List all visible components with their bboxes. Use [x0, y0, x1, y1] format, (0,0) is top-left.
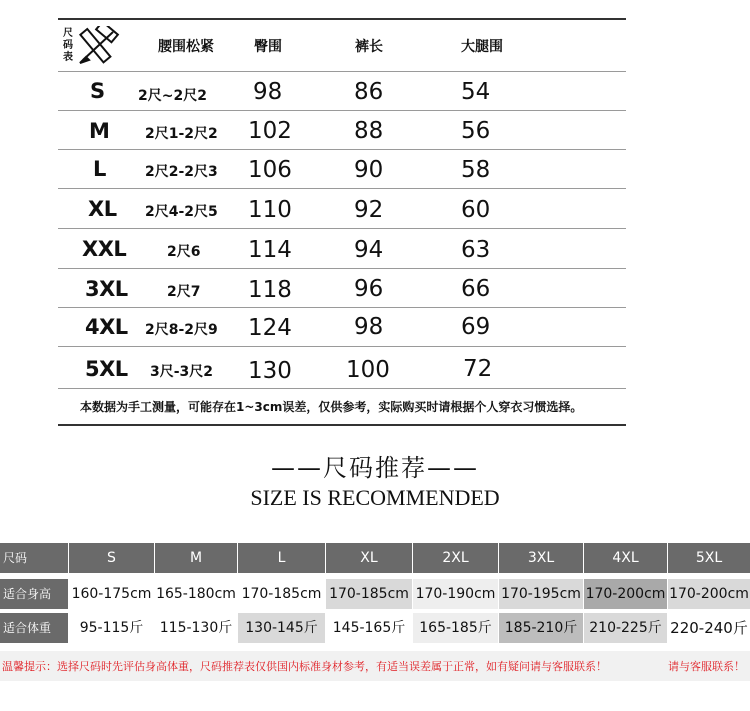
- size-label: S: [90, 79, 105, 103]
- height-row: [0, 579, 750, 609]
- waist-value: 2尺8-2尺9: [145, 322, 218, 338]
- thigh-value: 66: [461, 276, 491, 302]
- header-waist: 腰围松紧: [158, 39, 214, 55]
- table-bottom-rule: [58, 424, 626, 426]
- height-value: 170-185cm: [326, 579, 412, 609]
- length-value: 92: [354, 197, 384, 223]
- hip-value: 98: [253, 79, 283, 105]
- corner-label-3: 表: [63, 52, 73, 63]
- thigh-value: 72: [463, 356, 493, 382]
- weight-value: 220-240斤: [668, 613, 750, 643]
- weight-value: 95-115斤: [69, 613, 154, 643]
- hip-value: 102: [248, 118, 292, 144]
- size-label: L: [93, 157, 106, 181]
- header-thigh: 大腿围: [461, 39, 503, 55]
- size-label: 4XL: [85, 315, 128, 339]
- grid-size-xl: XL: [326, 543, 412, 573]
- waist-value: 2尺1-2尺2: [145, 126, 218, 142]
- size-label: 3XL: [85, 277, 128, 301]
- grid-size-3xl: 3XL: [499, 543, 583, 573]
- row-separator: [58, 188, 626, 189]
- recommend-subtitle: SIZE IS RECOMMENDED: [250, 485, 500, 510]
- length-value: 94: [354, 237, 384, 263]
- hip-value: 118: [248, 277, 292, 303]
- size-label: 5XL: [85, 357, 128, 381]
- height-value: 170-195cm: [499, 579, 583, 609]
- row-separator: [58, 307, 626, 308]
- warning-text: 温馨提示：选择尺码时先评估身高体重，尺码推荐表仅供国内标准身材参考，有适当误差属于正常，如有疑问请与客服联系！: [2, 660, 607, 673]
- corner-label-2: 码: [63, 40, 73, 51]
- weight-value: 185-210斤: [499, 613, 583, 643]
- thigh-value: 54: [461, 79, 491, 105]
- warning-tail-text: 请与客服联系！: [668, 660, 745, 673]
- height-label: 适合身高: [0, 579, 68, 609]
- waist-value: 3尺-3尺2: [150, 364, 214, 380]
- size-label: M: [89, 119, 110, 143]
- waist-value: 2尺~2尺2: [138, 88, 207, 104]
- weight-value: 115-130斤: [155, 613, 237, 643]
- weight-row: [0, 613, 750, 643]
- ruler-pencil-icon: [77, 26, 121, 66]
- thigh-value: 69: [461, 314, 491, 340]
- hip-value: 114: [248, 237, 292, 263]
- length-value: 100: [346, 357, 390, 383]
- header-length: 裤长: [355, 39, 383, 55]
- height-value: 160-175cm: [69, 579, 154, 609]
- row-separator: [58, 149, 626, 150]
- size-header-row: [0, 543, 750, 573]
- table-top-rule: [58, 18, 626, 20]
- length-value: 90: [354, 157, 384, 183]
- hip-value: 110: [248, 197, 292, 223]
- row-separator: [58, 71, 626, 72]
- grid-size-5xl: 5XL: [668, 543, 750, 573]
- height-value: 170-200cm: [584, 579, 667, 609]
- weight-value: 165-185斤: [413, 613, 498, 643]
- row-separator: [58, 388, 626, 389]
- thigh-value: 58: [461, 157, 491, 183]
- measurement-note: 本数据为手工测量，可能存在1~3cm误差，仅供参考，实际购买时请根据个人穿衣习惯选择。: [80, 400, 583, 414]
- grid-size-s: S: [69, 543, 154, 573]
- thigh-value: 63: [461, 237, 491, 263]
- weight-label: 适合体重: [0, 613, 68, 643]
- thigh-value: 60: [461, 197, 491, 223]
- weight-value: 210-225斤: [584, 613, 667, 643]
- height-value: 170-185cm: [238, 579, 325, 609]
- hip-value: 130: [248, 358, 292, 384]
- hip-value: 106: [248, 157, 292, 183]
- grid-size-2xl: 2XL: [413, 543, 498, 573]
- length-value: 88: [354, 118, 384, 144]
- length-value: 86: [354, 79, 384, 105]
- recommend-title: ——尺码推荐——: [271, 454, 479, 482]
- header-hip: 臀围: [254, 39, 282, 55]
- hip-value: 124: [248, 315, 292, 341]
- row-separator: [58, 228, 626, 229]
- waist-value: 2尺7: [167, 284, 201, 300]
- waist-value: 2尺4-2尺5: [145, 204, 218, 220]
- length-value: 98: [354, 314, 384, 340]
- size-label: XL: [88, 197, 117, 221]
- size-label: XXL: [82, 237, 127, 261]
- height-value: 170-190cm: [413, 579, 498, 609]
- height-value: 165-180cm: [155, 579, 237, 609]
- grid-size-m: M: [155, 543, 237, 573]
- grid-size-4xl: 4XL: [584, 543, 667, 573]
- weight-value: 130-145斤: [238, 613, 325, 643]
- row-separator: [58, 268, 626, 269]
- corner-label-1: 尺: [63, 28, 73, 39]
- grid-header-label: 尺码: [0, 543, 68, 573]
- weight-value: 145-165斤: [326, 613, 412, 643]
- thigh-value: 56: [461, 118, 491, 144]
- length-value: 96: [354, 276, 384, 302]
- waist-value: 2尺6: [167, 244, 201, 260]
- grid-size-l: L: [238, 543, 325, 573]
- size-chart-corner: [63, 26, 125, 66]
- height-value: 170-200cm: [668, 579, 750, 609]
- row-separator: [58, 346, 626, 347]
- warning-bar: [0, 651, 750, 681]
- row-separator: [58, 110, 626, 111]
- waist-value: 2尺2-2尺3: [145, 164, 218, 180]
